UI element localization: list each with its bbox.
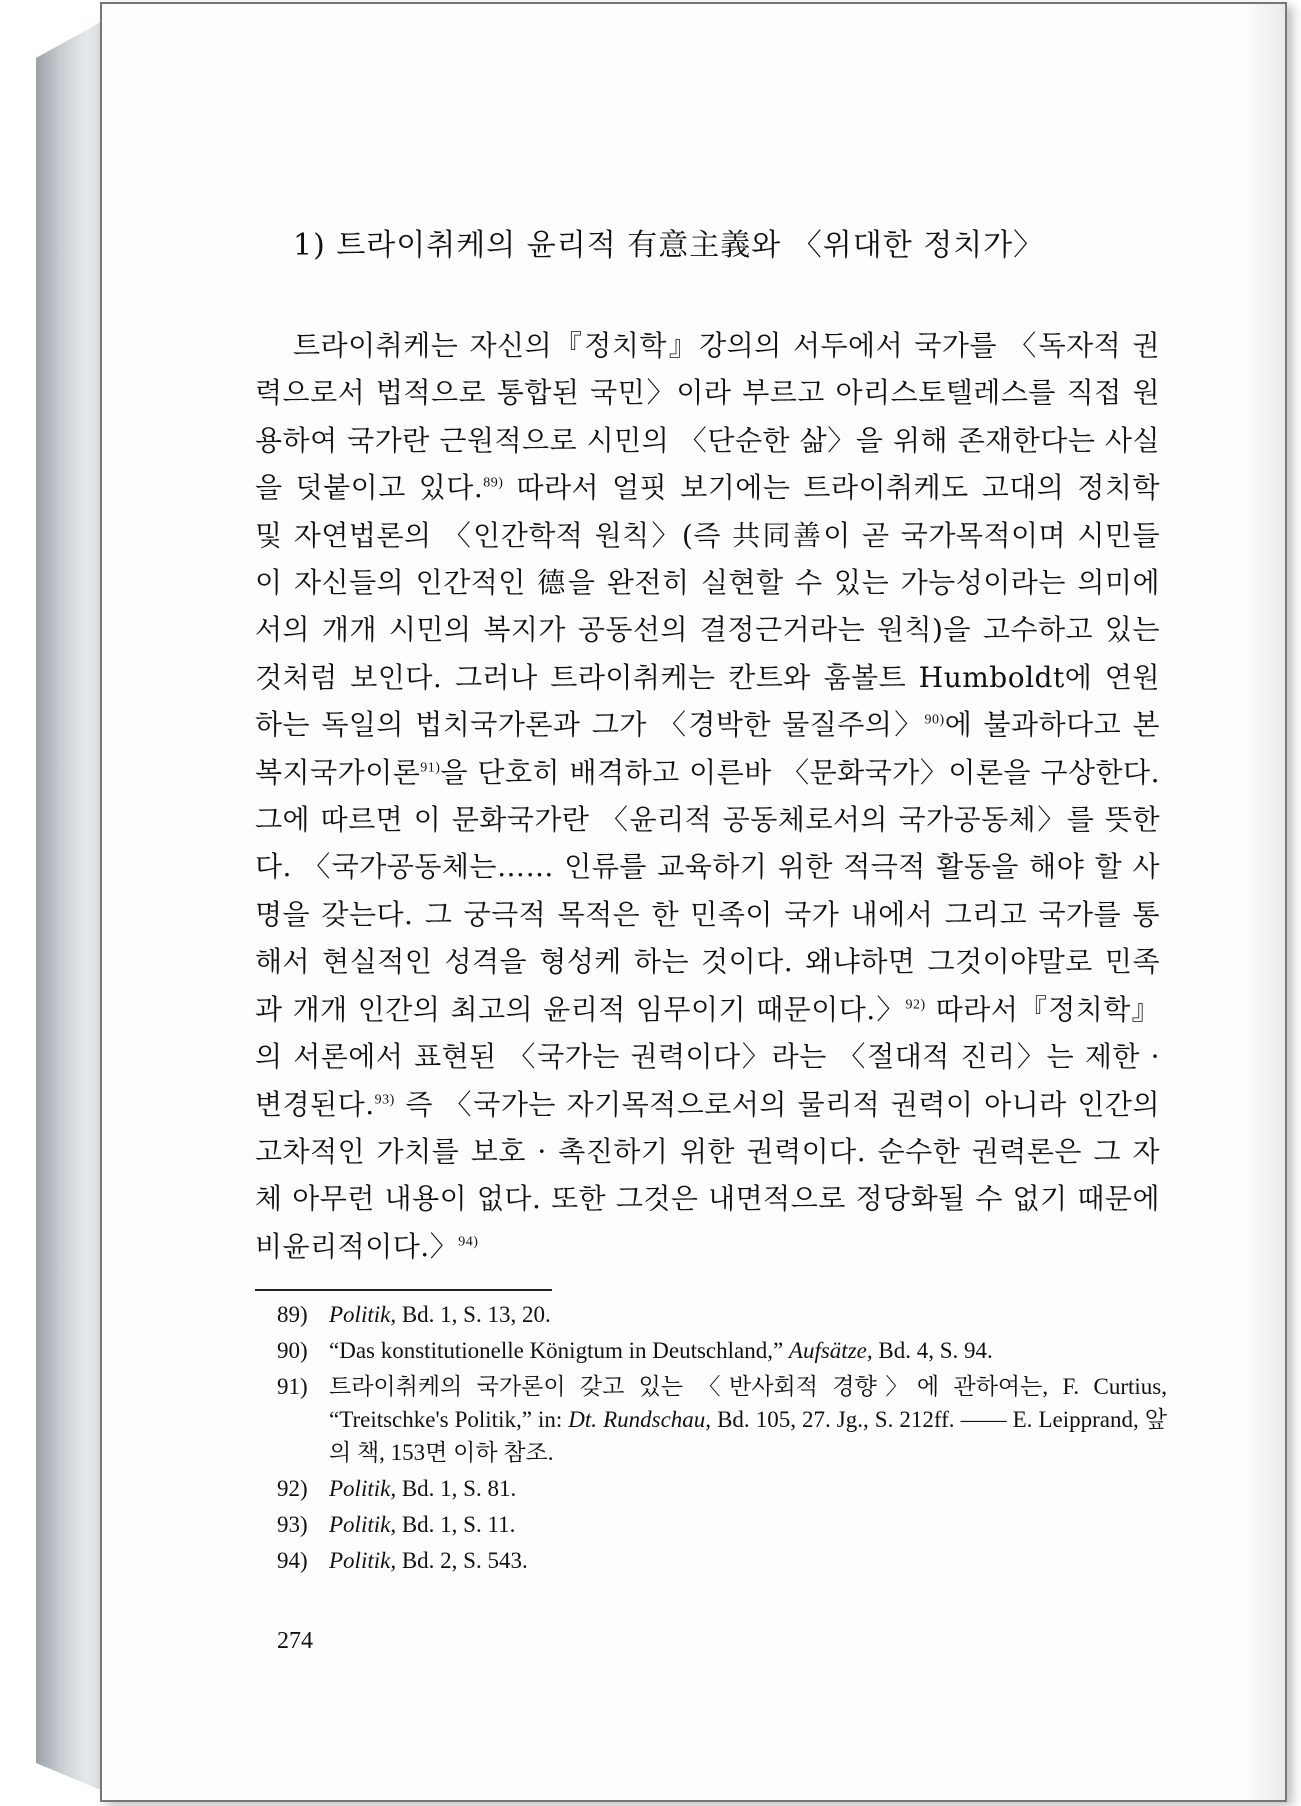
paragraph-text [255, 322, 1160, 1270]
footnote-text [329, 1472, 1167, 1505]
footnote-ref-90: 90) [924, 712, 945, 728]
footnote-rest: Bd. 1, S. 11. [396, 1512, 516, 1537]
footnote-item [277, 1298, 1167, 1331]
footnote-ref-93: 93) [374, 1092, 395, 1108]
footnote-item [277, 1370, 1167, 1469]
footnote-italic: Politik, [329, 1476, 397, 1501]
footnote-item [277, 1508, 1167, 1541]
footnote-rest: Bd. 4, S. 94. [872, 1338, 993, 1363]
footnote-number: 93) [277, 1512, 308, 1537]
sentence: 을 단호히 배격하고 이른바 〈문화국가〉이론을 구상한다. 그에 따르면 이 문화국가란 〈윤리적 공동체로서의 국가공동체〉를 뜻한다. 〈국가공동체는…… 인류를 교육하기 위한 적극적 활동을 해야 할 사명을 갖는다. 그 궁극적 목적은 한 민족이 국가 내에서 그리고 국가를 통해서 현실적인 성격을 형성케 하는 것이다. 왜냐하면 그것이야말로 민족과 개개 인간의 최고의 윤리적 임무이기 때문이다.〉 [255, 755, 1160, 1026]
footnote-italic: Politik, [329, 1512, 397, 1537]
body-paragraph [255, 322, 1160, 1270]
footnote-text [329, 1370, 1167, 1469]
book-spine [36, 18, 108, 1793]
page-number: 274 [277, 1628, 313, 1654]
footnote-ref-89: 89) [483, 475, 504, 491]
footnote-ref-91: 91) [420, 760, 441, 776]
footnote-item [277, 1334, 1167, 1367]
footnote-separator [255, 1289, 552, 1291]
footnote-rest: Bd. 105, 27. Jg., S. 212ff. —— E. Leipprand, 앞의 책, 153면 이하 참조. [329, 1407, 1167, 1465]
footnote-rest: Bd. 2, S. 543. [396, 1548, 528, 1573]
footnote-item [277, 1472, 1167, 1505]
sentence: 트라이취케는 자신의『정치학』강의의 서두에서 국가를 〈독자적 권력으로서 법적으로 통합된 국민〉이라 부르고 아리스토텔레스를 직접 원용하여 국가란 근원적으로 시민의 〈단순한 삶〉을 위해 존재한다는 사실을 덧붙이고 있다. [255, 329, 1160, 505]
footnote-text [329, 1298, 1167, 1331]
footnote-italic: Dt. Rundschau, [568, 1407, 712, 1432]
footnote-text [329, 1334, 1167, 1367]
footnote-text [329, 1508, 1167, 1541]
footnote-ref-94: 94) [458, 1234, 479, 1250]
footnote-pre: “Das konstitutionelle Königtum in Deutschland,” [329, 1338, 789, 1363]
footnote-pre: 트라이취케의 국가론이 갖고 있는 〈반사회적 경향〉에 관하여는, F. Curtius, “Treitschke's Politik,” in: [329, 1374, 1167, 1432]
footnote-item [277, 1544, 1167, 1577]
page-edge-shadow [1245, 4, 1285, 1800]
footnote-number: 91) [277, 1374, 308, 1399]
section-heading: 1) 트라이취케의 윤리적 有意主義와 〈위대한 정치가〉 [293, 228, 1045, 263]
footnote-number: 92) [277, 1476, 308, 1501]
footnote-text [329, 1544, 1167, 1577]
sentence: 즉 〈국가는 자기목적으로서의 물리적 권력이 아니라 인간의 고차적인 가치를 보호 · 촉진하기 위한 권력이다. 순수한 권력론은 그 자체 아무런 내용이 없다. 또한 그것은 내면적으로 정당화될 수 없기 때문에 비윤리적이다.〉 [255, 1087, 1160, 1263]
footnote-ref-92: 92) [905, 997, 926, 1013]
footnote-number: 94) [277, 1548, 308, 1573]
footnote-italic: Politik, [329, 1548, 397, 1573]
footnotes [277, 1298, 1167, 1580]
footnote-number: 90) [277, 1338, 308, 1363]
footnote-rest: Bd. 1, S. 13, 20. [396, 1302, 551, 1327]
footnote-rest: Bd. 1, S. 81. [396, 1476, 517, 1501]
footnote-number: 89) [277, 1302, 308, 1327]
footnote-italic: Aufsätze, [788, 1338, 873, 1363]
sentence: 에 불과하다고 본 복지국가이론 [255, 708, 1161, 789]
footnote-italic: Politik, [329, 1302, 397, 1327]
sentence: 따라서『정치학』의 서론에서 표현된 〈국가는 권력이다〉라는 〈절대적 진리〉는 제한 · 변경된다. [255, 992, 1160, 1121]
sentence: 따라서 얼핏 보기에는 트라이취케도 고대의 정치학 및 자연법론의 〈인간학적 원칙〉(즉 共同善이 곧 국가목적이며 시민들이 자신들의 인간적인 德을 완전히 실현할 수 있는 가능성이라는 의미에서의 개개 시민의 복지가 공동선의 결정근거라는 원칙)을 고수하고 있는 것처럼 보인다. 그러나 트라이취케는 칸트와 훔볼트 Humboldt에 연원하는 독일의 법치국가론과 그가 〈경박한 물질주의〉 [255, 471, 1160, 742]
